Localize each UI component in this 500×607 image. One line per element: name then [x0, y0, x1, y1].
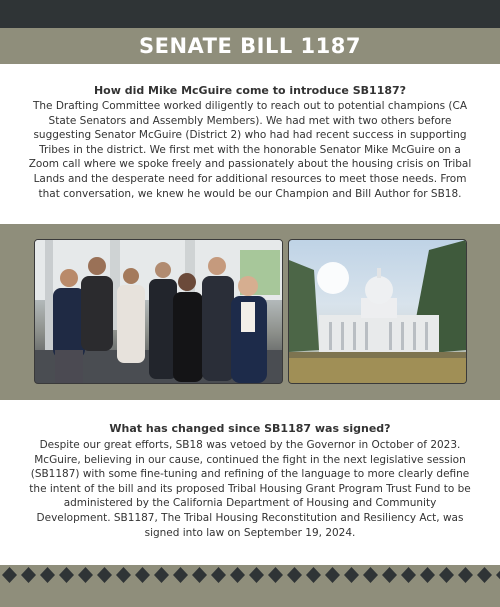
photo-strip: [0, 224, 500, 400]
capitol-photo: [288, 239, 467, 384]
section-body: Despite our great efforts, SB18 was vetoed by the Governor in October of 2023. McGuire, believing in our cause, continued the fight in the next legislative session (SB1187) with some fine-tuning and refining of the language to more clearly define the intent of the bill and its proposed Tribal Housing Grant Program Trust Fund to be administered by the California Department of Housing and Community Development. SB1187, The Tribal Housing Reconstitution and Resiliency Act, was signed into law on September 19, 2024.: [29, 439, 471, 539]
section-body: The Drafting Committee worked diligently to reach out to potential champions (CA State Senators and Assembly Members). We had met with two others before suggesting Senator McGuire (District 2) who had had recent success in supporting Tribes in the district. We first met with the honorable Senator Mike McGuire on a Zoom call where we spoke freely and passionately about the housing crisis on Tribal Lands and the desperate need for additional resources to meet those needs. From that conversation, we knew he would be our Champion and Bill Author for SB18.: [28, 100, 472, 200]
group-photo: [34, 239, 283, 384]
capitol-illustration: [289, 240, 466, 383]
title-banner: [0, 28, 500, 64]
group-photo-illustration: [35, 240, 282, 383]
top-bar: [0, 0, 500, 28]
page-title: SENATE BILL 1187: [139, 34, 361, 58]
section-heading: What has changed since SB1187 was signed?: [109, 422, 391, 435]
section-introduction: [0, 64, 500, 224]
footer-band: [0, 565, 500, 607]
section-changes: [0, 400, 500, 565]
section-heading: How did Mike McGuire come to introduce SB1187?: [93, 84, 407, 97]
diamond-pattern: [0, 565, 500, 585]
